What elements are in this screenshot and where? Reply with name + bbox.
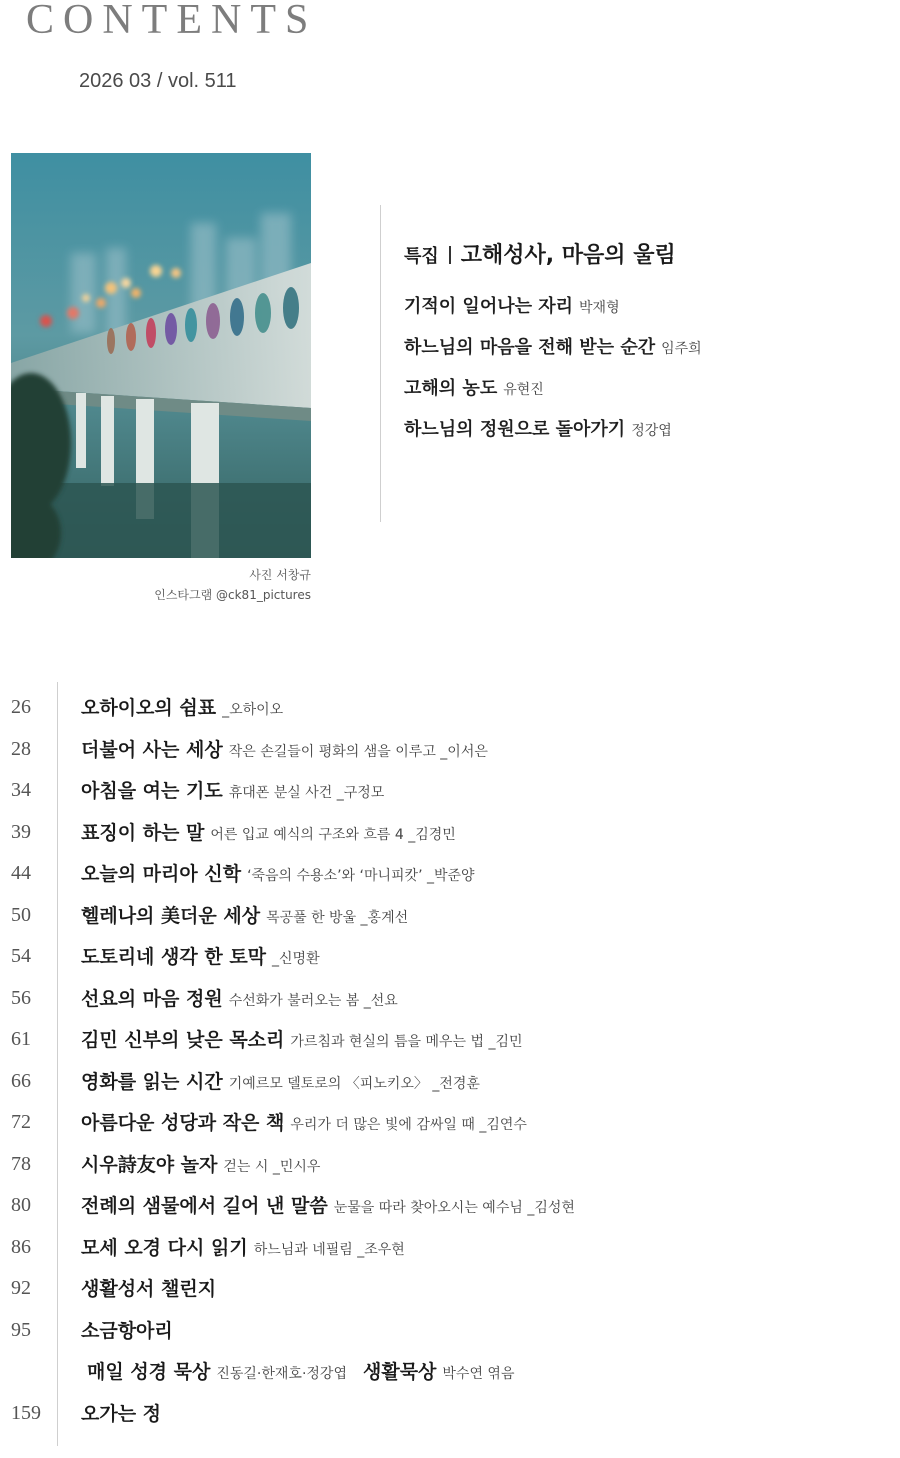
toc-row[interactable]	[0, 1317, 900, 1359]
instagram-handle: 인스타그램 @ck81_pictures	[154, 588, 311, 602]
feature-item[interactable]	[404, 295, 884, 336]
feature-section	[404, 238, 884, 459]
divider-vertical-top	[380, 205, 381, 522]
issue-number: 2026 03 / vol. 511	[79, 70, 237, 92]
toc-row[interactable]	[0, 1151, 900, 1193]
toc-title: 시우詩友야 놀자	[81, 1153, 218, 1176]
toc-subrow[interactable]	[0, 1358, 900, 1400]
toc-desc: ‘죽음의 수용소’와 ‘마니피캇’ _박준양	[247, 868, 475, 884]
feature-item-author: 유현진	[503, 382, 544, 398]
toc-title: 영화를 읽는 시간	[81, 1070, 223, 1093]
cover-photo	[11, 153, 311, 558]
photo-credit: 사진 서창규	[249, 568, 311, 582]
toc-row[interactable]	[0, 1275, 900, 1317]
page-number: 95	[11, 1318, 31, 1341]
toc-row[interactable]	[0, 819, 900, 861]
separator-bar	[449, 246, 451, 264]
toc-title: 아침을 여는 기도	[81, 780, 223, 802]
toc-desc: _신명환	[272, 951, 320, 967]
toc-desc: 작은 손길들이 평화의 샘을 이루고 _이서은	[228, 743, 488, 760]
toc-title: 오가는 정	[81, 1402, 162, 1425]
page-number: 50	[11, 903, 31, 926]
toc-title: 생활성서 챌린지	[81, 1278, 217, 1300]
toc-row[interactable]	[0, 777, 900, 819]
toc-title: 도토리네 생각 한 토막	[81, 946, 267, 968]
toc-row[interactable]	[0, 1109, 900, 1151]
toc-row[interactable]	[0, 1068, 900, 1110]
toc-desc: 걷는 시 _민시우	[223, 1158, 321, 1175]
toc-row[interactable]	[0, 985, 900, 1027]
page-number: 26	[11, 696, 31, 718]
page-number: 72	[11, 1111, 31, 1133]
toc-title: 전례의 샘물에서 길어 낸 말씀	[81, 1195, 328, 1217]
toc-list	[0, 694, 900, 1441]
toc-subtitle-life-meditation: 생활묵상	[362, 1361, 437, 1383]
page-number: 61	[11, 1028, 31, 1050]
feature-item[interactable]	[404, 377, 884, 418]
page-number: 86	[11, 1235, 31, 1258]
feature-item-title: 기적이 일어나는 자리	[404, 296, 574, 317]
page-number: 56	[11, 986, 31, 1009]
feature-item-title: 고해의 농도	[404, 378, 498, 399]
feature-item-title: 하느님의 마음을 전해 받는 순간	[404, 337, 656, 358]
toc-title: 표징이 하는 말	[81, 821, 205, 844]
contents-title: CONTENTS	[26, 0, 318, 43]
toc-title: 모세 오경 다시 읽기	[81, 1236, 248, 1259]
toc-title: 더불어 사는 세상	[81, 738, 223, 761]
page-number: 44	[11, 862, 31, 884]
toc-title: 선요의 마음 정원	[81, 987, 223, 1010]
feature-title: 고해성사, 마음의 울림	[460, 243, 676, 268]
toc-row[interactable]	[0, 902, 900, 944]
page-number: 34	[11, 779, 31, 801]
toc-desc: 우리가 더 많은 빛에 감싸일 때 _김연수	[290, 1117, 527, 1133]
feature-item[interactable]	[404, 336, 884, 377]
toc-desc: 기예르모 델토로의 〈피노키오〉 _전경훈	[228, 1075, 480, 1092]
toc-title: 헬레나의 美더운 세상	[81, 904, 261, 927]
feature-item-author: 정강엽	[631, 423, 672, 439]
toc-desc: 하느님과 네필림 _조우현	[253, 1241, 405, 1258]
toc-desc: 눈물을 따라 찾아오시는 예수님 _김성현	[333, 1200, 575, 1216]
toc-row[interactable]	[0, 860, 900, 902]
page-number: 66	[11, 1069, 31, 1092]
feature-tag: 특집	[404, 246, 439, 267]
page-number: 92	[11, 1277, 31, 1299]
toc-desc: 수선화가 불러오는 봄 _선요	[228, 992, 398, 1009]
toc-row[interactable]	[0, 736, 900, 778]
toc-desc: 목공풀 한 방울 _홍계선	[266, 909, 409, 926]
page-number: 78	[11, 1152, 31, 1175]
toc-row[interactable]	[0, 1026, 900, 1068]
toc-title: 김민 신부의 낮은 목소리	[81, 1029, 285, 1051]
page-number: 28	[11, 737, 31, 760]
toc-desc: _오하이오	[222, 702, 284, 718]
toc-subtitle-daily-meditation: 매일 성경 묵상	[87, 1361, 211, 1383]
feature-item-author: 박재형	[579, 300, 620, 316]
toc-row[interactable]	[0, 1192, 900, 1234]
photo-caption	[154, 565, 311, 605]
toc-title: 소금항아리	[81, 1319, 173, 1342]
page-number: 39	[11, 820, 31, 843]
page-number: 54	[11, 945, 31, 967]
toc-title: 오하이오의 쉼표	[81, 697, 217, 719]
toc-subdesc-authors: 진동길·한재호·정강엽	[216, 1366, 347, 1382]
toc-title: 오늘의 마리아 신학	[81, 863, 242, 885]
page-number: 80	[11, 1194, 31, 1216]
toc-subdesc-editor: 박수연 엮음	[442, 1366, 515, 1382]
page-number: 159	[11, 1401, 41, 1424]
toc-desc: 가르침과 현실의 틈을 메우는 법 _김민	[290, 1034, 523, 1050]
toc-desc: 휴대폰 분실 사건 _구정모	[228, 785, 385, 801]
toc-desc: 어른 입교 예식의 구조와 흐름 4 _김경민	[210, 826, 456, 843]
toc-row[interactable]	[0, 1234, 900, 1276]
toc-row[interactable]	[0, 694, 900, 736]
feature-item[interactable]	[404, 418, 884, 459]
toc-row[interactable]	[0, 1400, 900, 1442]
feature-item-author: 임주희	[661, 341, 702, 357]
toc-row[interactable]	[0, 943, 900, 985]
feature-item-title: 하느님의 정원으로 돌아가기	[404, 419, 626, 440]
feature-heading	[404, 238, 884, 269]
toc-title: 아름다운 성당과 작은 책	[81, 1112, 285, 1134]
